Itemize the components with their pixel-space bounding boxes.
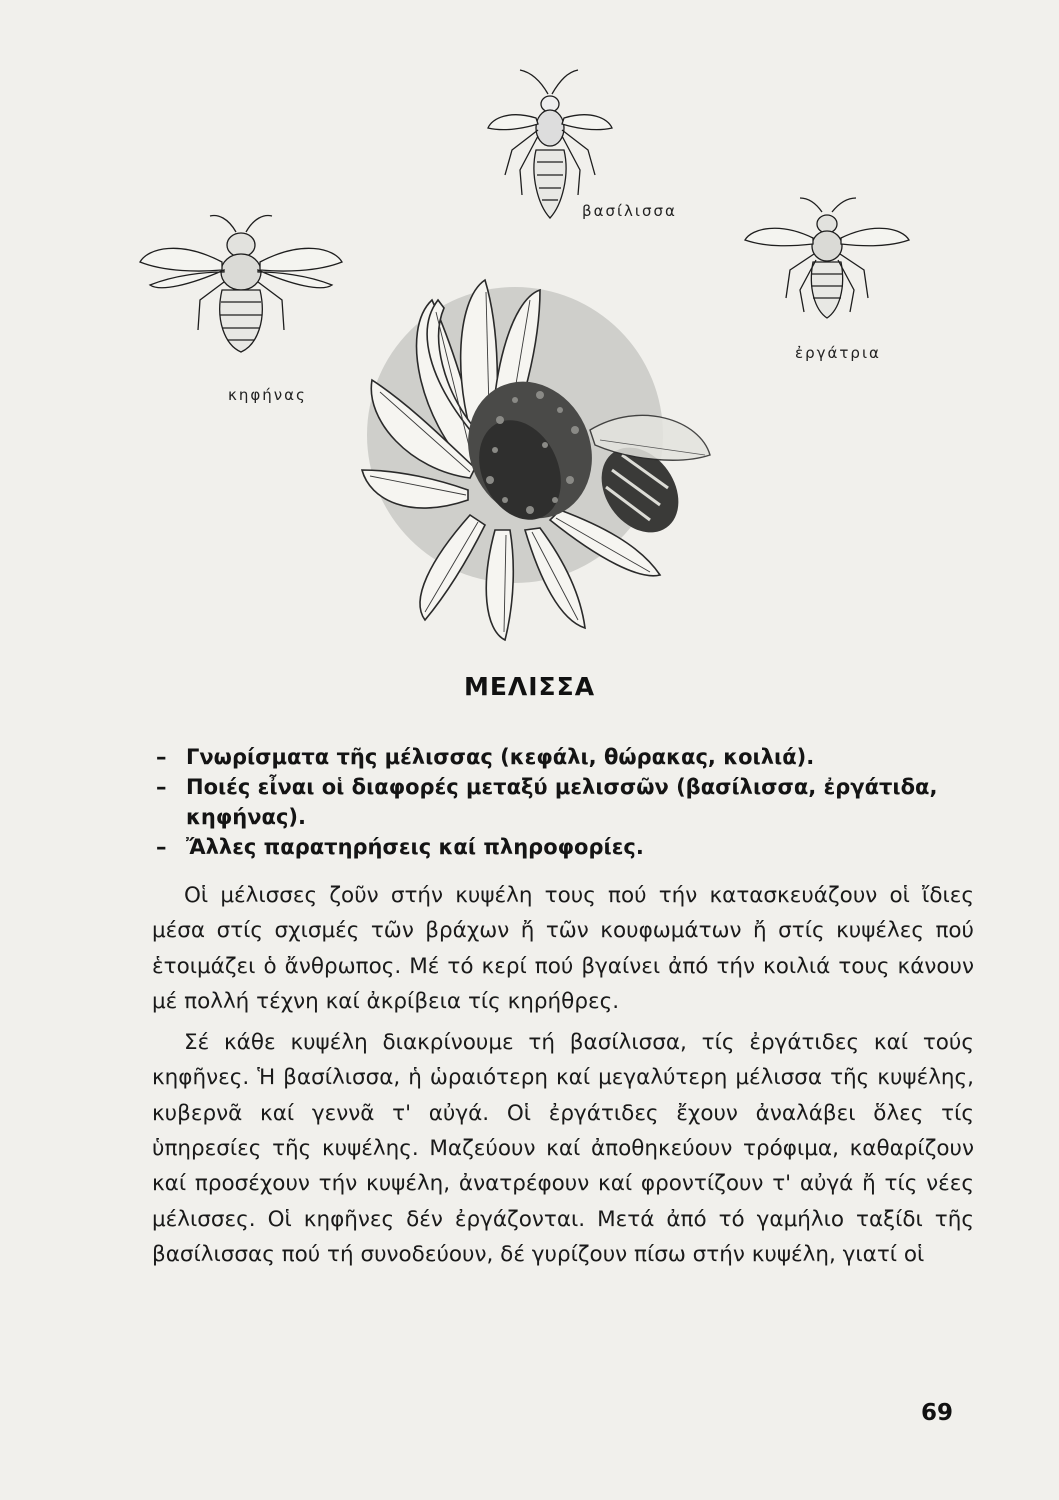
queen-bee-drawing [488, 70, 612, 218]
page-title: ΜΕΛΙΣΣΑ [463, 672, 596, 701]
dash-mark: – [156, 835, 167, 859]
question-text: Γνωρίσματα τῆς μέλισσας (κεφάλι, θώρακας, κοιλιά). [186, 745, 815, 769]
drone-bee-drawing [140, 216, 342, 352]
question-item [152, 742, 972, 772]
paragraph: Οἱ μέλισσες ζοῦν στήν κυψέλη τους πού τήν κατασκευάζουν οἱ ἴδιες μέσα στίς σχισμές τῶν βράχων ἤ τῶν κουφωμάτων ἤ στίς κυψέλες πού ἑτοιμάζει ὁ ἄνθρωπος. Μέ τό κερί πού βγαίνει ἀπό τήν κοιλιά τους κάνουν μέ πολλή τέχνη καί ἀκρίβεια τίς κηρήθρες. [152, 883, 974, 1014]
question-text: Ἄλλες παρατηρήσεις καί πληροφορίες. [186, 835, 644, 859]
body-text [152, 878, 974, 1272]
queen-label: βασίλισσα [582, 202, 677, 220]
question-list [152, 742, 972, 862]
bee-illustration [0, 0, 1059, 650]
paragraph: Σέ κάθε κυψέλη διακρίνουμε τή βασίλισσα, τίς ἐργάτιδες καί τούς κηφῆνες. Ἡ βασίλισσα, ἡ ὡραιότερη καί μεγαλύτερη μέλισσα τῆς κυψέλης, κυβερνᾶ καί γεννᾶ τ' αὐγά. Οἱ ἐργάτιδες ἔχουν ἀναλάβει ὅλες τίς ὑπηρεσίες τῆς κυψέλης. Μαζεύουν καί ἀποθηκεύουν τρόφιμα, καθαρίζουν καί προσέχουν τήν κυψέλη, ἀνατρέφουν καί φροντίζουν τ' αὐγά ἤ τίς νέες μέλισσες. Οἱ κηφῆνες δέν ἐργάζονται. Μετά ἀπό τό γαμήλιο ταξίδι τῆς βασίλισσας πού τή συνοδεύουν, δέ γυρίζουν πίσω στήν κυψέλη, γιατί οἱ [152, 1030, 974, 1267]
drone-label: κηφήνας [228, 386, 307, 404]
dash-mark: – [156, 745, 167, 769]
bee-drawings [0, 0, 1059, 650]
question-text: Ποιές εἶναι οἱ διαφορές μεταξύ μελισσῶν (βασίλισσα, ἐργάτιδα, κηφήνας). [186, 775, 938, 829]
worker-label: ἐργάτρια [795, 344, 881, 362]
question-item [152, 832, 972, 862]
page-number: 69 [921, 1400, 954, 1426]
question-item [152, 772, 972, 832]
worker-bee-drawing [745, 198, 909, 318]
dash-mark: – [156, 775, 167, 799]
